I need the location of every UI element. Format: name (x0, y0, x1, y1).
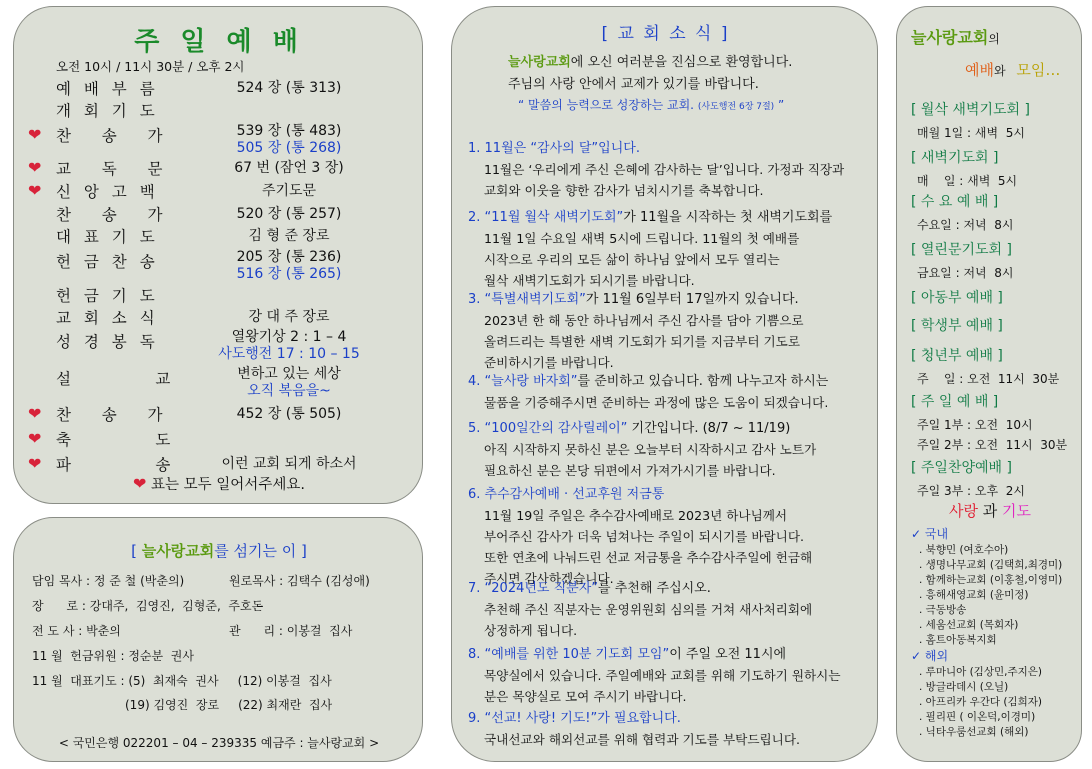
service-time: 금요일 : 저녁 8시 (917, 266, 1014, 280)
church-name: 늘사랑교회 (141, 542, 215, 560)
welcome-line-1: 늘사랑교회에 오신 여러분을 진심으로 환영합니다. (508, 55, 793, 70)
news-item-title: 6. 추수감사예배 · 선교후원 저금통 (468, 487, 665, 502)
order-item-name: 예 배 부 름 (56, 80, 159, 98)
prayer-item: . 북향민 (여호수아) (919, 544, 1009, 556)
overseas-label: ✓ 해외 (911, 649, 949, 663)
news-item-body-line: 부어주신 감사가 더욱 넘쳐나는 주일이 되시기를 바랍니다. (484, 529, 804, 544)
order-item-value: 452 장 (통 505) (236, 406, 342, 422)
order-item-name: 파 송 (56, 456, 175, 474)
order-item-value-2: 사도행전 17 : 10 – 15 (218, 346, 360, 362)
news-item-body-line: 국내선교와 해외선교를 위해 협력과 기도를 부탁드립니다. (484, 732, 800, 747)
order-item-name: 찬 송 가 (56, 206, 167, 224)
senior-pastor: 담임 목사 : 정 준 철 (박춘의) (32, 574, 185, 588)
news-item-body-line: 11월 19일 주일은 추수감사예배로 2023년 하나님께서 (484, 508, 788, 523)
worship-order-panel (13, 6, 423, 504)
bank-account: < 국민은행 022201 – 04 – 239335 예금주 : 늘사랑교회 > (58, 736, 380, 750)
news-item-body-line: 필요하신 분은 본당 뒤편에서 가져가시기를 바랍니다. (484, 463, 776, 478)
heart-icon: ❤ (28, 454, 42, 473)
news-item-body-line: 2023년 한 해 동안 하나님께서 주신 감사를 담아 기쁨으로 (484, 313, 804, 328)
prayer-item: . 홈트아동복지회 (919, 634, 997, 646)
news-item-body-line: 목양실에서 있습니다. 주일예배와 교회를 위해 기도하기 원하시는 (484, 668, 841, 683)
heart-icon: ❤ (28, 158, 42, 177)
order-item-value-2: 오직 복음을~ (247, 383, 331, 399)
order-item-value: 이런 교회 되게 하소서 (221, 456, 357, 472)
news-item-body-line: 올려드리는 특별한 새벽 기도회가 되기를 지금부터 기도로 (484, 334, 800, 349)
heart-icon: ❤ (133, 474, 147, 493)
news-item-body-line: 상정하게 됩니다. (484, 623, 578, 638)
news-item-title: 8. “예배를 위한 10분 기도회 모임”이 주일 오전 11시에 (468, 647, 787, 662)
prayer-item: . 흥해새영교회 (윤미정) (919, 589, 1029, 601)
news-item-body-line: 월삭 새벽기도회가 되시기를 바랍니다. (484, 273, 695, 288)
service-time: 매월 1일 : 새벽 5시 (917, 126, 1025, 140)
offering-committee: 11 월 헌금위원 : 정순분 권사 (32, 649, 194, 663)
standing-note-text: 표는 모두 일어서주세요. (151, 477, 305, 493)
service-time: 주일 1부 : 오전 10시 (917, 418, 1033, 432)
order-item-name: 설 교 (56, 370, 175, 388)
heart-icon: ❤ (28, 181, 42, 200)
order-item-name: 신 앙 고 백 (56, 183, 159, 201)
order-item-name: 성 경 봉 독 (56, 333, 159, 351)
order-item-name: 헌 금 기 도 (56, 287, 159, 305)
heart-icon: ❤ (28, 125, 42, 144)
service-title: [ 열린문기도회 ] (911, 242, 1012, 258)
order-item-value-2: 505 장 (통 268) (236, 140, 342, 156)
order-item-name: 찬 송 가 (56, 406, 167, 424)
prayer-item: . 방글라데시 (오닐) (919, 681, 1009, 693)
order-item-value: 67 번 (잠언 3 장) (234, 160, 344, 176)
order-item-name: 교 회 소 식 (56, 309, 159, 327)
news-item-body-line: 교회와 이웃을 향한 감사가 넘치시기를 축복합니다. (484, 183, 764, 198)
order-item-name: 개 회 기 도 (56, 102, 159, 120)
service-title: [ 아동부 예배 ] (911, 290, 1003, 306)
staff-panel (13, 517, 423, 762)
service-title: [ 주일찬양예배 ] (911, 460, 1012, 476)
church-motto: “ 말씀의 능력으로 성장하는 교회. (사도행전 6장 7절) ” (518, 98, 785, 112)
service-title: [ 주 일 예 배 ] (911, 394, 999, 410)
order-item-name: 찬 송 가 (56, 127, 167, 145)
staff-title: [ 늘사랑교회를 섬기는 이 ] (131, 542, 307, 560)
order-item-value: 강 대 주 장로 (248, 309, 330, 325)
heart-icon: ❤ (28, 429, 42, 448)
news-item-body-line: 물품을 기증해주시면 준비하는 과정에 많은 도움이 되겠습니다. (484, 395, 829, 410)
news-item-title: 9. “선교! 사랑! 기도!”가 필요합니다. (468, 711, 681, 726)
side-title: 늘사랑교회의 (911, 28, 1000, 47)
news-item-title: 1. 11월은 “감사의 달”입니다. (468, 141, 640, 156)
news-item-title: 3. “특별새벽기도회”가 11월 6일부터 17일까지 있습니다. (468, 292, 799, 307)
news-item-title: 2. “11월 월삭 새벽기도회”가 11월을 시작하는 첫 새벽기도회를 (468, 210, 833, 225)
order-item-name: 헌 금 찬 송 (56, 253, 159, 271)
welcome-line-2: 주님의 사랑 안에서 교제가 있기를 바랍니다. (508, 77, 759, 92)
news-item-body-line: 또한 연초에 나눠드린 선교 저금통을 추수감사주일에 헌금해 (484, 550, 813, 565)
service-title: [ 새벽기도회 ] (911, 150, 999, 166)
worship-time: 오전 10시 / 11시 30분 / 오후 2시 (56, 59, 245, 74)
order-item-value: 539 장 (통 483) (236, 123, 342, 139)
prayer-item: . 세움선교회 (목회자) (919, 619, 1019, 631)
news-item-body-line: 시작으로 우리의 모든 삶이 하나님 앞에서 모두 열리는 (484, 252, 780, 267)
prayer-title: 사랑 과 기도 (948, 502, 1032, 520)
elders: 장 로 : 강대주, 김영진, 김형준, 주호돈 (32, 599, 264, 613)
news-item-body-line: 준비하시기를 바랍니다. (484, 355, 614, 370)
worship-title: 주 일 예 배 (134, 27, 304, 57)
manager: 관 리 : 이봉걸 집사 (229, 624, 353, 638)
service-title: [ 청년부 예배 ] (911, 348, 1003, 364)
service-title: [ 학생부 예배 ] (911, 318, 1003, 334)
prayer-item: . 필리핀 ( 이온덕,이경미) (919, 711, 1036, 723)
order-item-value: 김 형 준 장로 (248, 228, 330, 244)
service-time: 수요일 : 저녁 8시 (917, 218, 1014, 232)
news-item-title: 5. “100일간의 감사릴레이” 기간입니다. (8/7 ~ 11/19) (468, 421, 791, 436)
service-time: 주일 3부 : 오후 2시 (917, 484, 1025, 498)
order-item-value: 변하고 있는 세상 (237, 366, 341, 382)
order-item-name: 교 독 문 (56, 160, 167, 178)
domestic-label: ✓ 국내 (911, 527, 949, 541)
heart-icon: ❤ (28, 404, 42, 423)
news-header: [ 교 회 소 식 ] (601, 24, 730, 44)
service-title: [ 월삭 새벽기도회 ] (911, 102, 1030, 118)
church-name: 늘사랑교회 (911, 28, 989, 47)
service-time: 주일 2부 : 오전 11시 30분 (917, 438, 1068, 452)
news-item-title: 7. “2024년도 직분자”를 추천해 주십시오. (468, 581, 711, 596)
service-time: 주 일 : 오전 11시 30분 (917, 372, 1060, 386)
news-item-body-line: 추천해 주신 직분자는 운영위원회 심의를 거쳐 새사처리회에 (484, 602, 813, 617)
service-time: 매 일 : 새벽 5시 (917, 174, 1018, 188)
order-item-value: 열왕기상 2 : 1 – 4 (231, 329, 347, 345)
news-item-title: 4. “늘사랑 바자회”를 준비하고 있습니다. 함께 나누고자 하시는 (468, 374, 829, 389)
service-title: [ 수 요 예 배 ] (911, 194, 999, 210)
schedule-panel (896, 6, 1082, 762)
prayer-item: . 닉타우룸선교회 (해외) (919, 726, 1029, 738)
order-item-value: 주기도문 (261, 183, 317, 199)
church-news-panel (451, 6, 878, 762)
order-item-value: 524 장 (통 313) (236, 80, 342, 96)
news-item-body-line: 11월 1일 수요일 새벽 5시에 드립니다. 11월의 첫 예배를 (484, 231, 800, 246)
prayer-item: . 아프리카 우간다 (김희자) (919, 696, 1042, 708)
prayer-item: . 함께하는교회 (이홍철,이영미) (919, 574, 1063, 586)
news-item-body-line: 분은 목양실로 모여 주시기 바랍니다. (484, 689, 687, 704)
prayer-item: . 생명나무교회 (김택희,최경미) (919, 559, 1063, 571)
prayer-item: . 극동방송 (919, 604, 967, 616)
order-item-name: 대 표 기 도 (56, 228, 159, 246)
prayer-leaders-2: (19) 김영진 장로 (22) 최재란 집사 (125, 698, 333, 712)
order-item-value: 520 장 (통 257) (236, 206, 342, 222)
news-item-body-line: 주시면 감사하겠습니다. (484, 571, 614, 586)
order-item-name: 축 도 (56, 431, 175, 449)
order-item-value: 205 장 (통 236) (236, 249, 342, 265)
order-item-value-2: 516 장 (통 265) (236, 266, 342, 282)
emeritus-pastor: 원로목사 : 김택수 (김성애) (229, 574, 370, 588)
standing-note (14, 473, 424, 494)
evangelist: 전 도 사 : 박춘의 (32, 624, 121, 638)
news-item-body-line: 11월은 ‘우리에게 주신 은혜에 감사하는 달’입니다. 가정과 직장과 (484, 162, 845, 177)
side-subtitle: 예배와 모임… (965, 61, 1061, 79)
prayer-item: . 루마니아 (김상민,주지은) (919, 666, 1042, 678)
prayer-leaders: 11 월 대표기도 : (5) 최재숙 권사 (12) 이봉걸 집사 (32, 674, 332, 688)
church-name: 늘사랑교회 (508, 55, 571, 70)
news-item-body-line: 아직 시작하지 못하신 분은 오늘부터 시작하시고 감사 노트가 (484, 442, 817, 457)
